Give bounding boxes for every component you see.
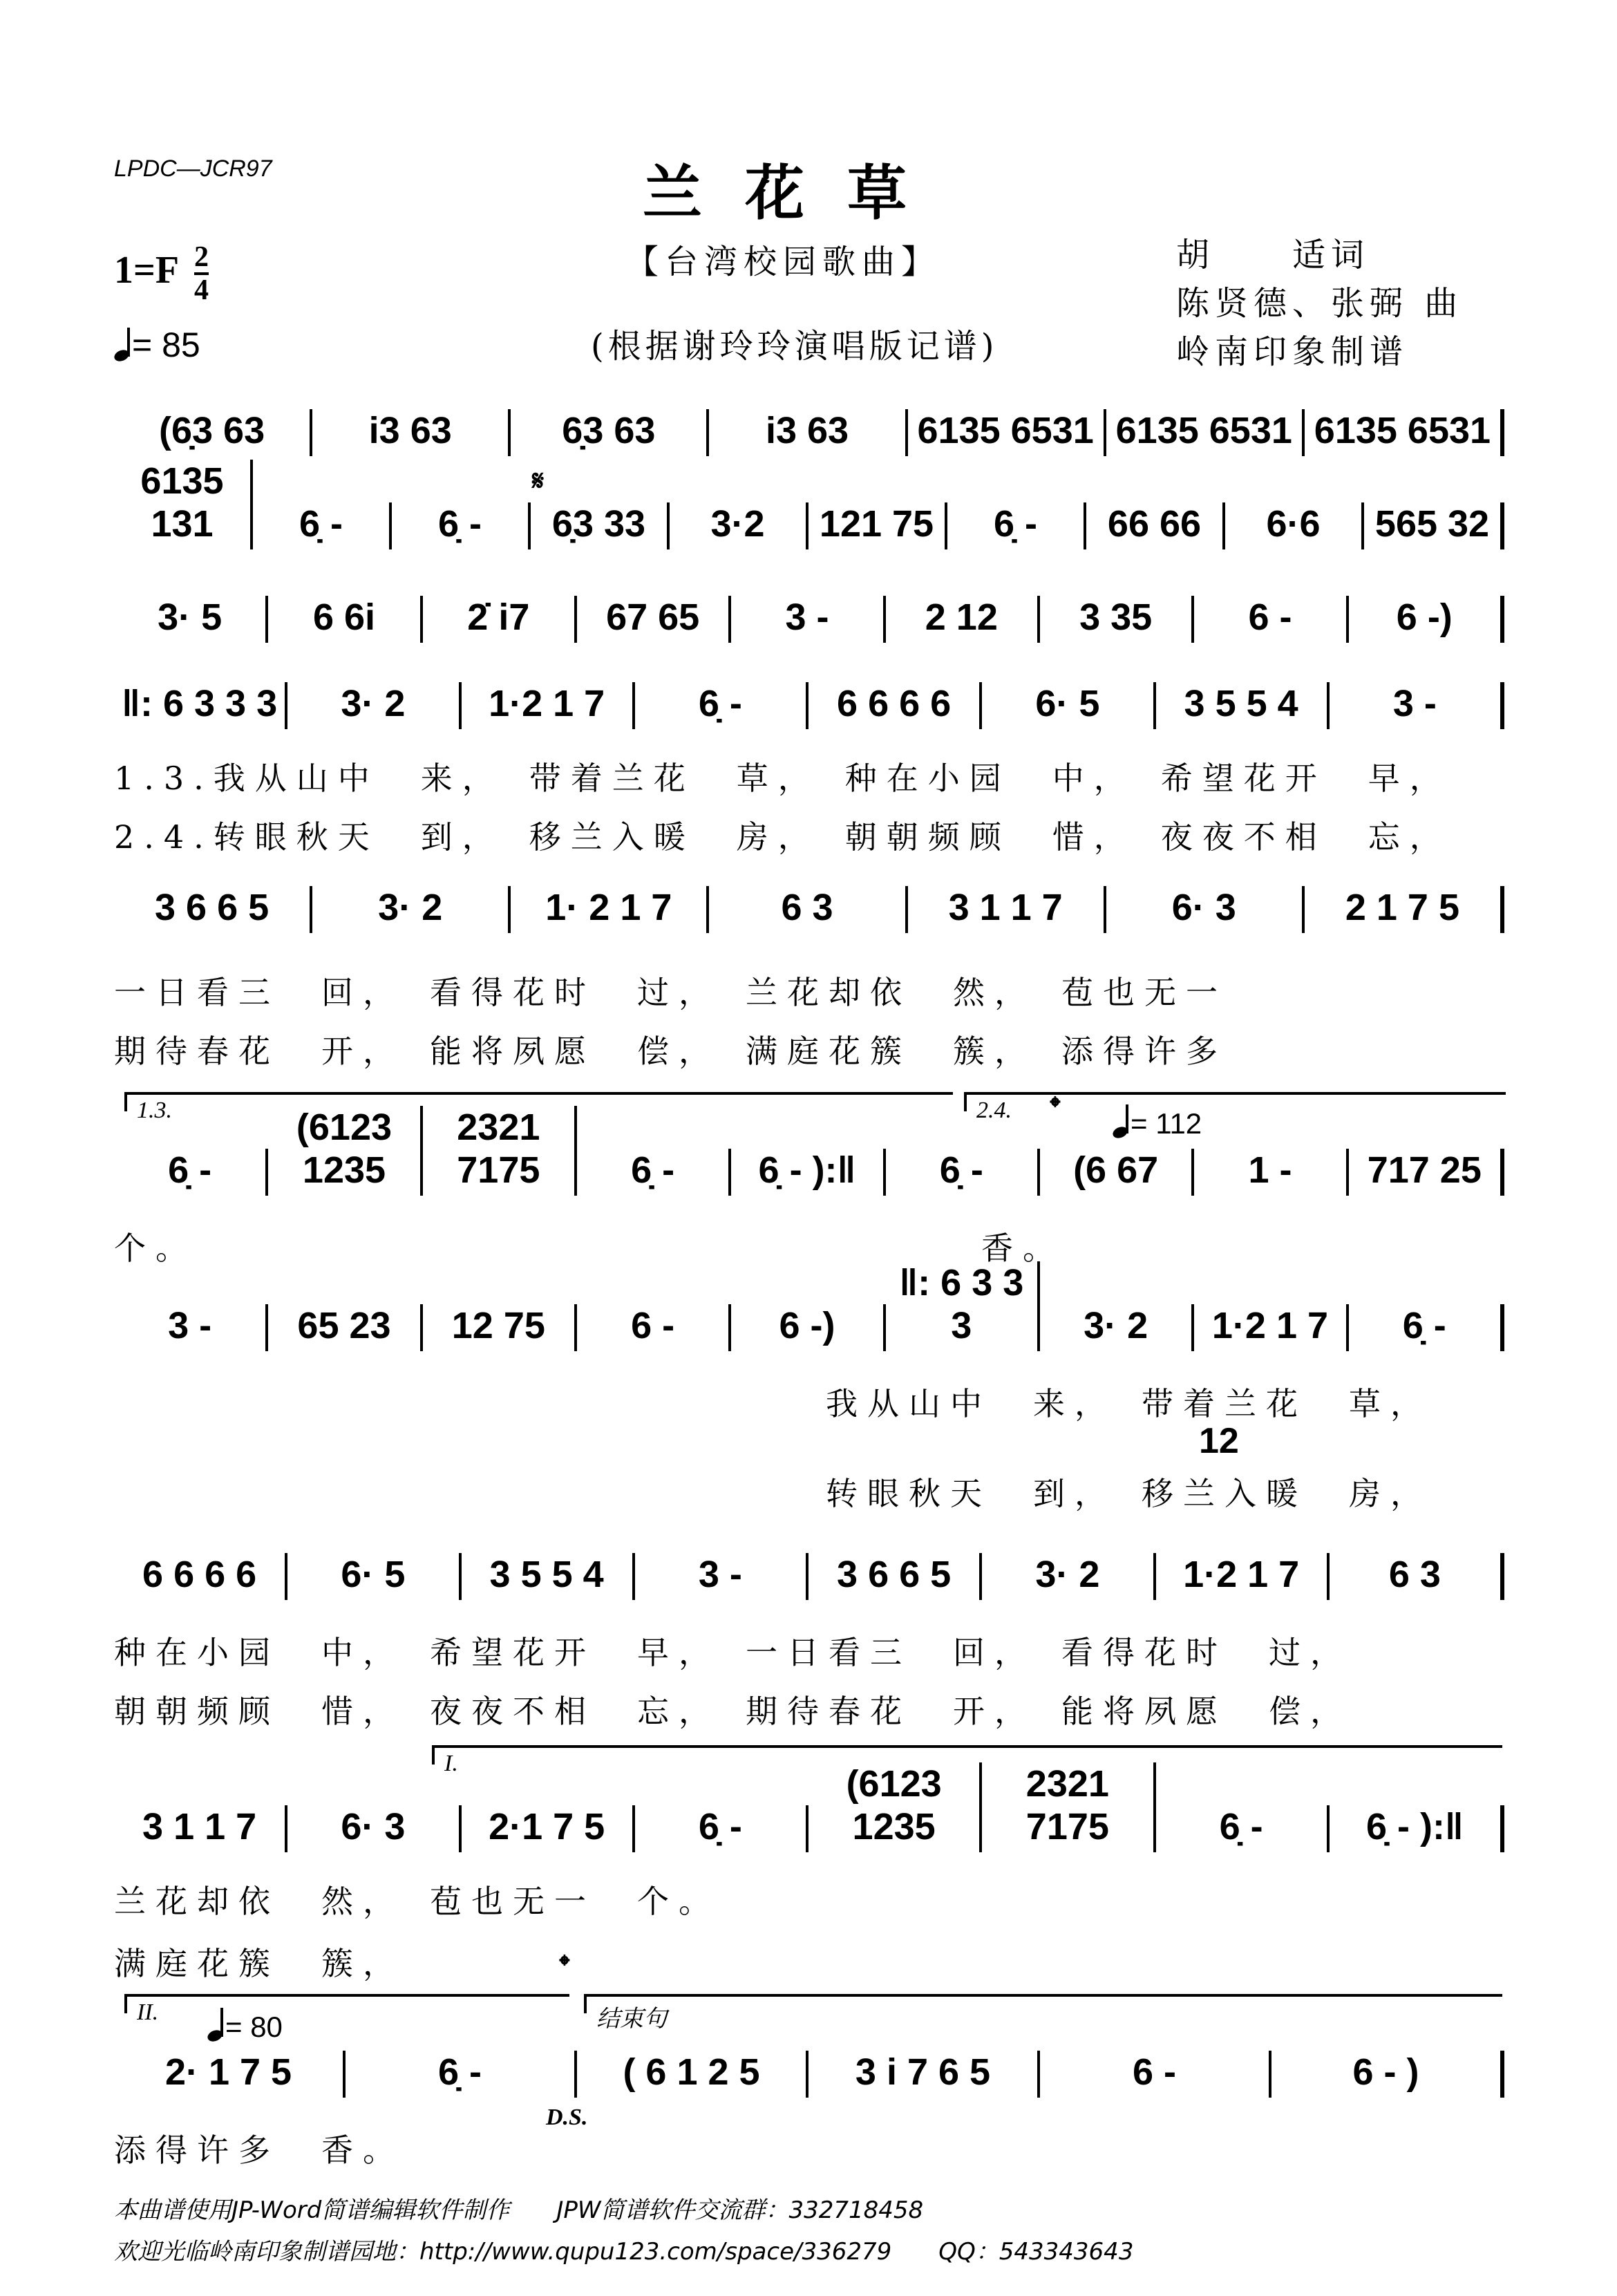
measure: 3 6 6 5	[114, 886, 312, 933]
ending-bracket	[584, 1994, 1502, 2032]
measure: 3 5 5 4	[462, 1553, 635, 1600]
measure: 6 - )	[1271, 2051, 1504, 2098]
lyric-line: 满庭花簇 簇，	[114, 1945, 404, 1982]
measure: 6̣3 33	[531, 502, 670, 549]
measure: 6135 6531	[1106, 409, 1305, 456]
measure: 6 3	[709, 886, 907, 933]
measure: 2· 1 7 5	[114, 2051, 346, 2098]
lyric-line: 个。	[114, 1230, 197, 1267]
measure: 12 75	[423, 1304, 577, 1351]
coda-icon: 𝄌	[560, 1949, 569, 1982]
measure: 2 12	[886, 596, 1040, 643]
quarter-note-icon	[1113, 1104, 1131, 1138]
measure: 6̣3 63	[511, 409, 709, 456]
volta-second	[124, 1994, 569, 2025]
measure: 2 1 7 5	[1305, 886, 1504, 933]
measure: 6·6	[1225, 502, 1364, 549]
measure: 3 i 7 6 5	[808, 2051, 1040, 2098]
measure: 67 65	[577, 596, 731, 643]
measure: 6 -	[1194, 596, 1348, 643]
measure: 6̣ -	[392, 502, 531, 549]
measure: 3·2	[670, 502, 808, 549]
lyric-line: 转眼秋天 到， 移兰入暖 房，	[826, 1475, 1432, 1512]
score-row-9	[114, 1763, 1504, 1852]
score-row-2	[114, 460, 1504, 549]
measure: i3 63	[709, 409, 907, 456]
composer-credit: 陈贤德、张弼 曲	[1176, 284, 1464, 323]
lyric-line: 一日看三 回， 看得花时 过， 兰花却依 然， 苞也无一	[114, 974, 1227, 1011]
score-row-7	[114, 1262, 1504, 1351]
measure: 6· 5	[287, 1553, 461, 1600]
measure: 6 6i	[268, 596, 422, 643]
key-signature	[114, 242, 209, 305]
measure: 2321 7175	[982, 1762, 1155, 1852]
measure: 6 6 6 6	[808, 682, 982, 729]
lyric-line: 添得许多 香。	[114, 2132, 404, 2169]
measure: 6 6 6 6	[114, 1553, 287, 1600]
measure: 6̣ -	[114, 1149, 268, 1196]
volta-2-4	[964, 1092, 1506, 1123]
score-row-8	[114, 1534, 1504, 1600]
measure: 3 1 1 7	[908, 886, 1106, 933]
measure: 3 35	[1040, 596, 1194, 643]
measure: 1 -	[1194, 1149, 1348, 1196]
lyric-line: 我从山中 来， 带着兰花 草，	[826, 1385, 1432, 1422]
lyric-line: 期待春花 开， 能将夙愿 偿， 满庭花簇 簇， 添得许多	[114, 1033, 1227, 1070]
time-bottom: 4	[194, 274, 209, 306]
score-row-10	[114, 2039, 1504, 2098]
volta-label: I.	[444, 1751, 458, 1776]
volta-label: II.	[137, 1999, 159, 2025]
lyric-line: 香。	[981, 1230, 1064, 1267]
measure: 6· 5	[982, 682, 1155, 729]
measure: 6 3	[1330, 1553, 1504, 1600]
footer-software: 本曲谱使用JP-Word简谱编辑软件制作 JPW简谱软件交流群：332718458	[114, 2196, 924, 2224]
measure: 6 -	[577, 1304, 731, 1351]
measure: 6̣ -	[635, 682, 808, 729]
volta-first	[432, 1745, 1502, 1776]
song-title: 兰花草	[643, 158, 949, 228]
tempo-change	[1113, 1104, 1202, 1140]
measure: 6 -)	[1349, 596, 1504, 643]
lyricist-credit: 胡 适词	[1176, 236, 1370, 274]
quarter-note-icon	[114, 328, 132, 361]
volta-label: 2.4.	[976, 1098, 1012, 1123]
measure: (6123 1235	[808, 1762, 982, 1852]
measure: 6̣ -	[577, 1149, 731, 1196]
measure: 1·2 1 7	[1194, 1304, 1348, 1351]
measure: 6̣ -	[253, 502, 392, 549]
measure: 6 -	[1040, 2051, 1271, 2098]
measure: 3 -	[114, 1304, 268, 1351]
score-row-5	[114, 867, 1504, 933]
measure: 1·2 1 7	[462, 682, 635, 729]
quarter-note-icon	[207, 2008, 225, 2041]
measure: 6135 6531	[908, 409, 1106, 456]
measure: 6̣ -	[1349, 1304, 1504, 1351]
tempo-value: = 112	[1131, 1107, 1202, 1140]
score-code: LPDC—JCR97	[114, 156, 272, 182]
measure: 717 25	[1349, 1149, 1504, 1196]
measure: ( 6 1 2 5	[577, 2051, 808, 2098]
measure: 6135 6531	[1305, 409, 1504, 456]
measure: 3· 2	[312, 886, 511, 933]
score-row-1	[114, 401, 1504, 456]
tempo-value: = 80	[225, 2011, 283, 2043]
measure: 6 -)	[731, 1304, 885, 1351]
lyric-line: 兰花却依 然， 苞也无一 个。	[114, 1883, 720, 1920]
measure: 6̣ -	[635, 1805, 808, 1852]
coda-icon: 𝄌	[1050, 1091, 1060, 1123]
measure: 3· 5	[114, 596, 268, 643]
measure: ‖: 6 3 3 3	[886, 1261, 1040, 1351]
measure: 2̇ i7	[423, 596, 577, 643]
lyric-line: 1.3.我从山中 来， 带着兰花 草， 种在小园 中， 希望花开 早，	[114, 760, 1451, 797]
dal-segno-mark: D.S.	[546, 2105, 588, 2130]
measure: 3 -	[635, 1553, 808, 1600]
segno-icon: 𝄋	[532, 464, 545, 497]
score-row-3	[114, 587, 1504, 643]
measure: 6· 3	[287, 1805, 461, 1852]
key-label: 1=F	[114, 248, 178, 292]
measure: 66 66	[1086, 502, 1225, 549]
time-signature	[194, 242, 209, 305]
lyric-line: 朝朝频顾 惜， 夜夜不相 忘， 期待春花 开， 能将夙愿 偿，	[114, 1693, 1352, 1730]
lyric-line: 种在小园 中， 希望花开 早， 一日看三 回， 看得花时 过，	[114, 1634, 1352, 1671]
volta-label: 结束句	[596, 2006, 667, 2032]
footer-contact: 欢迎光临岭南印象制谱园地：http://www.qupu123.com/space/336279 QQ：543343643	[114, 2238, 1134, 2266]
measure: 2321 7175	[423, 1106, 577, 1196]
measure: 6̣ - ):‖	[1330, 1805, 1504, 1852]
measure: (6 67	[1040, 1149, 1194, 1196]
measure: 6̣ -	[1156, 1805, 1330, 1852]
measure: 6̣ -	[346, 2051, 577, 2098]
tempo-value: = 85	[132, 326, 200, 364]
verse-marker: 12	[1199, 1421, 1239, 1461]
measure: 3 1 1 7	[114, 1805, 287, 1852]
measure: 3 5 5 4	[1156, 682, 1330, 729]
measure: 3 -	[731, 596, 885, 643]
measure: 3 6 6 5	[808, 1553, 982, 1600]
measure: 6̣ -	[886, 1149, 1040, 1196]
measure: (6̣3 63	[114, 409, 312, 456]
measure: 121 75	[808, 502, 947, 549]
measure: 65 23	[268, 1304, 422, 1351]
transcription-note: (根据谢玲玲演唱版记谱)	[591, 327, 999, 366]
volta-label: 1.3.	[137, 1098, 172, 1123]
measure: i3 63	[312, 409, 511, 456]
measure: 6̣ - ):‖	[731, 1149, 885, 1196]
lyric-line: 2.4.转眼秋天 到， 移兰入暖 房， 朝朝频顾 惜， 夜夜不相 忘，	[114, 818, 1451, 856]
measure: 565 32	[1364, 502, 1504, 549]
song-subtitle: 【台湾校园歌曲】	[625, 243, 941, 281]
measure: 2·1 7 5	[462, 1805, 635, 1852]
score-row-4	[114, 667, 1504, 729]
tempo-marking	[114, 325, 200, 365]
measure: 3· 2	[982, 1553, 1155, 1600]
measure: 6135 131	[114, 460, 253, 549]
time-top: 2	[194, 242, 209, 275]
measure: 1·2 1 7	[1156, 1553, 1330, 1600]
measure: ‖: 6 3 3 3	[114, 682, 287, 729]
measure: 6̣ -	[947, 502, 1086, 549]
measure: 3 -	[1330, 682, 1504, 729]
measure: 3· 2	[1040, 1304, 1194, 1351]
engraver-credit: 岭南印象制谱	[1176, 332, 1409, 371]
measure: 6· 3	[1106, 886, 1305, 933]
measure: 1· 2 1 7	[511, 886, 709, 933]
measure: (6123 1235	[268, 1106, 422, 1196]
measure: 3· 2	[287, 682, 461, 729]
